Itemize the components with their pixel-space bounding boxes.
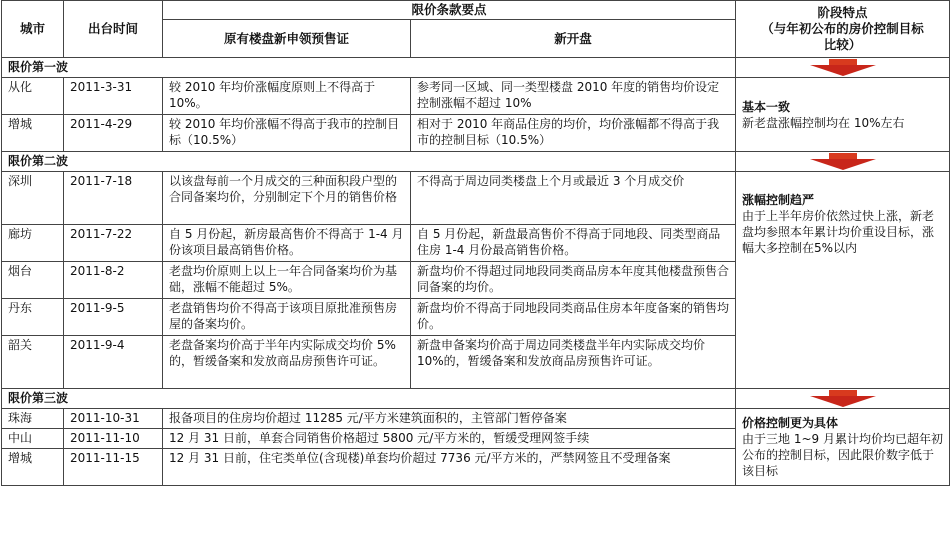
table-cell-city: 韶关 (2, 336, 64, 389)
table-cell-date: 2011-7-22 (64, 225, 163, 262)
table-cell-date: 2011-10-31 (64, 409, 163, 429)
table-cell-new: 不得高于周边同类楼盘上个月或最近 3 个月成交价 (411, 172, 736, 225)
table-cell-city: 深圳 (2, 172, 64, 225)
wave-label: 限价第一波 (2, 58, 736, 78)
wave-feature (736, 172, 950, 389)
feature-body: 由于三地 1~9 月累计均价均已超年初公布的控制目标，因此限价数字低于该目标 (742, 432, 943, 478)
table-cell-combined: 12 月 31 日前，单套合同销售价格超过 5800 元/平方米的，暂缓受理网签手续 (163, 429, 736, 449)
table-cell-city: 从化 (2, 78, 64, 115)
table-cell-date: 2011-11-10 (64, 429, 163, 449)
table-cell-city: 增城 (2, 449, 64, 486)
wave-arrow-cell (736, 152, 950, 172)
table-cell-new: 相对于 2010 年商品住房的均价，均价涨幅都不得高于我市的控制目标（10.5%） (411, 115, 736, 152)
wave-feature (736, 409, 950, 486)
feature-title: 涨幅控制趋严 (742, 193, 815, 207)
header-terms: 限价条款要点 (163, 1, 736, 20)
table-cell-city: 珠海 (2, 409, 64, 429)
table-cell-date: 2011-3-31 (64, 78, 163, 115)
feature-body: 新老盘涨幅控制均在 10%左右 (742, 115, 905, 130)
table-cell-combined: 报备项目的住房均价超过 11285 元/平方米建筑面积的，主管部门暂停备案 (163, 409, 736, 429)
table-cell-existing: 老盘备案均价高于半年内实际成交均价 5%的，暂缓备案和发放商品房预售许可证。 (163, 336, 411, 389)
feature-title: 基本一致 (742, 99, 791, 114)
table-cell-existing: 较 2010 年均价涨幅不得高于我市的控制目标（10.5%） (163, 115, 411, 152)
table-cell-city: 增城 (2, 115, 64, 152)
header-date: 出台时间 (64, 1, 163, 58)
table-cell-existing: 老盘销售均价不得高于该项目原批准预售房屋的备案均价。 (163, 299, 411, 336)
table-cell-city: 烟台 (2, 262, 64, 299)
header-feature-line2: （与年初公布的房价控制目标 (761, 21, 924, 36)
table-cell-new: 新盘申备案均价高于周边同类楼盘半年内实际成交均价 10%的，暂缓备案和发放商品房预售许可证。 (411, 336, 736, 389)
table-cell-existing: 自 5 月份起，新房最高售价不得高于 1-4 月份该项目最高销售价格。 (163, 225, 411, 262)
table-cell-date: 2011-4-29 (64, 115, 163, 152)
table-cell-existing: 老盘均价原则上以上一年合同备案均价为基础，涨幅不能超过 5%。 (163, 262, 411, 299)
table-cell-new: 参考同一区域、同一类型楼盘 2010 年度的销售均价设定控制涨幅不超过 10% (411, 78, 736, 115)
table-cell-combined: 12 月 31 日前，住宅类单位(含现楼)单套均价超过 7736 元/平方米的，严禁网签且不受理备案 (163, 449, 736, 486)
header-feature (736, 1, 950, 58)
feature-title: 价格控制更为具体 (742, 416, 839, 430)
table-cell-date: 2011-11-15 (64, 449, 163, 486)
price-limit-table (1, 0, 950, 486)
header-existing: 原有楼盘新申领预售证 (163, 20, 411, 58)
table-cell-date: 2011-8-2 (64, 262, 163, 299)
table-cell-existing: 较 2010 年均价涨幅度原则上不得高于 10%。 (163, 78, 411, 115)
header-feature-line1: 阶段特点 (817, 5, 868, 20)
table-cell-date: 2011-7-18 (64, 172, 163, 225)
feature-body: 由于上半年房价依然过快上涨，新老盘均参照本年累计均价重设目标，涨幅大多控制在5%以内 (742, 209, 935, 255)
table-cell-date: 2011-9-5 (64, 299, 163, 336)
table-cell-city: 中山 (2, 429, 64, 449)
wave-arrow-cell (736, 58, 950, 78)
table-cell-new: 新盘均价不得高于同地段同类商品住房本年度备案的销售均价。 (411, 299, 736, 336)
header-feature-line3: 比较） (823, 37, 862, 52)
table-cell-new: 新盘均价不得超过同地段同类商品房本年度其他楼盘预售合同备案的均价。 (411, 262, 736, 299)
header-city: 城市 (2, 1, 64, 58)
table-cell-city: 丹东 (2, 299, 64, 336)
table-cell-city: 廊坊 (2, 225, 64, 262)
header-new: 新开盘 (411, 20, 736, 58)
table-cell-date: 2011-9-4 (64, 336, 163, 389)
wave-label: 限价第二波 (2, 152, 736, 172)
wave-feature (736, 78, 950, 152)
table-cell-new: 自 5 月份起，新盘最高售价不得高于同地段、同类型商品住房 1-4 月份最高销售价格。 (411, 225, 736, 262)
wave-label: 限价第三波 (2, 389, 736, 409)
table-cell-existing: 以该盘每前一个月成交的三种面积段户型的合同备案均价，分别制定下个月的销售价格 (163, 172, 411, 225)
wave-arrow-cell (736, 389, 950, 409)
